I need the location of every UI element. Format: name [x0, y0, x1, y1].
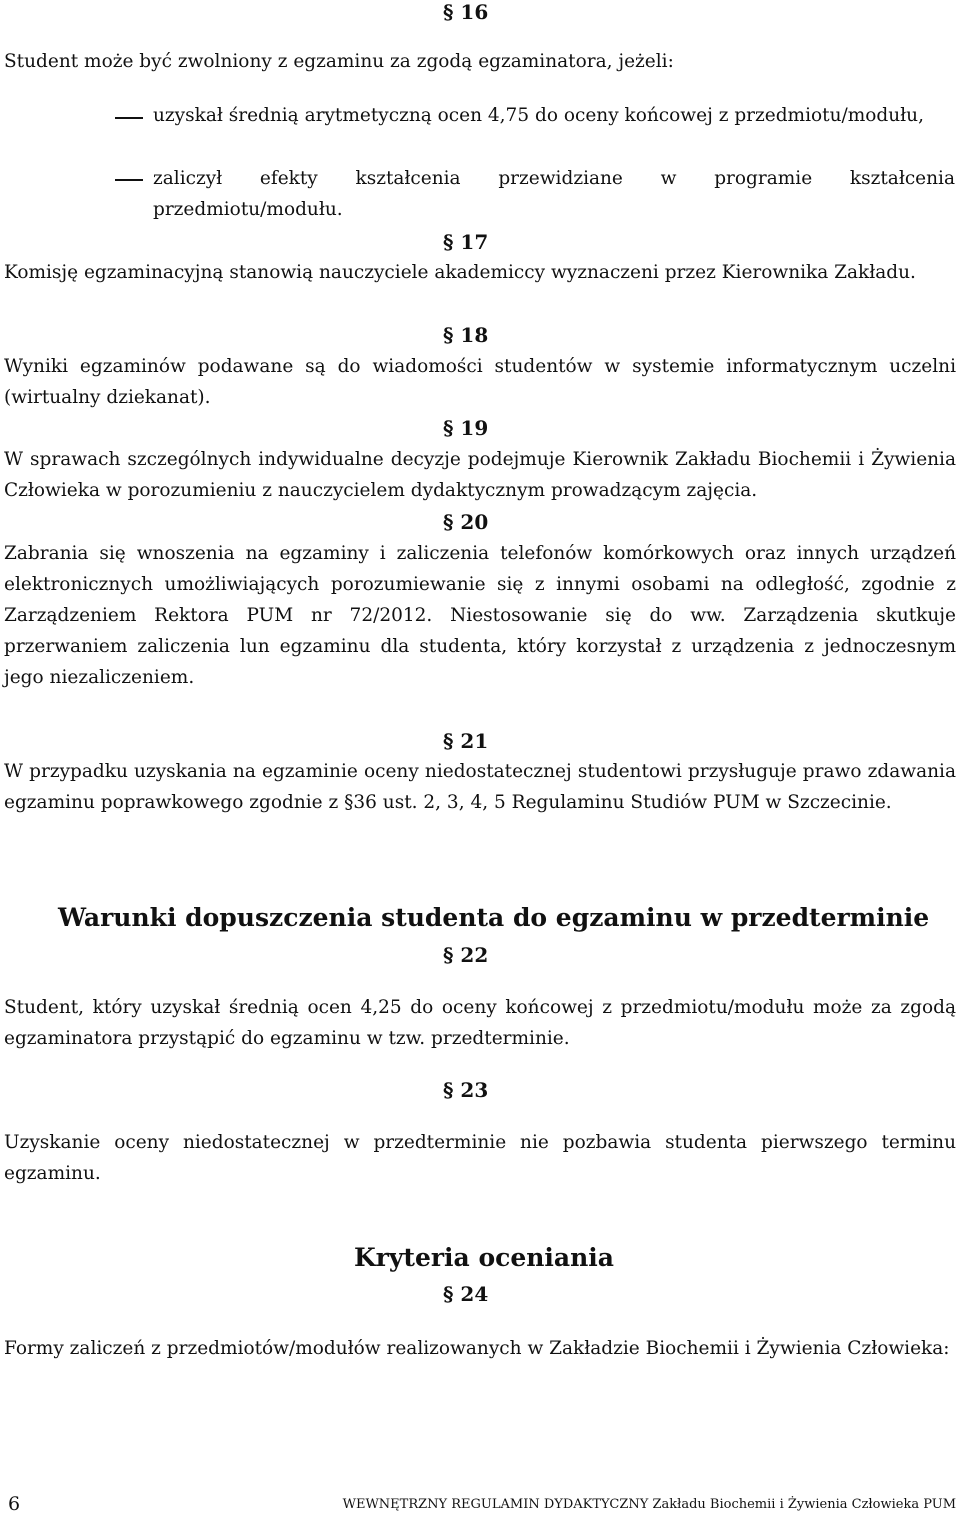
section-23-text: Uzyskanie oceny niedostatecznej w przedterminie nie pozbawia studenta pierwszego terminu egzaminu.: [4, 1132, 956, 1184]
section-17-text: Komisję egzaminacyjną stanowią nauczyciele akademiccy wyznaczeni przez Kierownika Zakładu.: [4, 262, 916, 283]
section-22-text: Student, który uzyskał średnią ocen 4,25 do oceny końcowej z przedmiotu/modułu może za zgodą egzaminatora przystąpić do egzaminu w tzw. przedterminie.: [4, 997, 956, 1049]
section-23-label: § 23: [443, 1078, 489, 1102]
list-dash-icon: [115, 179, 143, 181]
section-21-label: § 21: [443, 729, 489, 753]
page-number: 6: [8, 1493, 21, 1515]
section-19-label: § 19: [443, 416, 489, 440]
section-18-text: Wyniki egzaminów podawane są do wiadomości studentów w systemie informatycznym uczelni (wirtualny dziekanat).: [4, 356, 956, 408]
section-19-text: W sprawach szczególnych indywidualne decyzje podejmuje Kierownik Zakładu Biochemii i Żywienia Człowieka w porozumieniu z nauczycielem dydaktycznym prowadzącym zajęcia.: [4, 449, 956, 501]
heading-grading-criteria: Kryteria oceniania: [354, 1243, 614, 1272]
section-16-intro: Student może być zwolniony z egzaminu za zgodą egzaminatora, jeżeli:: [4, 51, 674, 72]
list-item: uzyskał średnią arytmetyczną ocen 4,75 do oceny końcowej z przedmiotu/modułu,: [153, 105, 924, 126]
footer-text: WEWNĘTRZNY REGULAMIN DYDAKTYCZNY Zakładu Biochemii i Żywienia Człowieka PUM: [342, 1497, 956, 1512]
list-dash-icon: [115, 117, 143, 119]
section-22-label: § 22: [443, 943, 489, 967]
section-20-text: Zabrania się wnoszenia na egzaminy i zaliczenia telefonów komórkowych oraz innych urządzeń elektronicznych umożliwiających porozumiewanie się z innymi osobami na odległość, zgodnie z Zarządzeniem Rektora PUM nr 72/2012. Niestosowanie się do ww. Zarządzenia skutkuje przerwaniem zaliczenia lun egzaminu dla studenta, który korzystał z urządzenia z jednoczesnym jego niezaliczeniem.: [4, 543, 956, 688]
section-21-text: W przypadku uzyskania na egzaminie oceny niedostatecznej studentowi przysługuje prawo zdawania egzaminu poprawkowego zgodnie z §36 ust. 2, 3, 4, 5 Regulaminu Studiów PUM w Szczecinie.: [4, 761, 956, 813]
section-18-label: § 18: [443, 323, 489, 347]
section-24-text: Formy zaliczeń z przedmiotów/modułów realizowanych w Zakładzie Biochemii i Żywienia Człowieka:: [4, 1338, 950, 1359]
heading-early-exam: Warunki dopuszczenia studenta do egzaminu w przedterminie: [58, 903, 930, 932]
section-24-label: § 24: [443, 1282, 489, 1306]
list-item: zaliczył efekty kształcenia przewidziane w programie kształcenia przedmiotu/modułu.: [153, 168, 955, 220]
section-16-label: § 16: [443, 0, 489, 24]
section-17-label: § 17: [443, 230, 489, 254]
section-20-label: § 20: [443, 510, 489, 534]
